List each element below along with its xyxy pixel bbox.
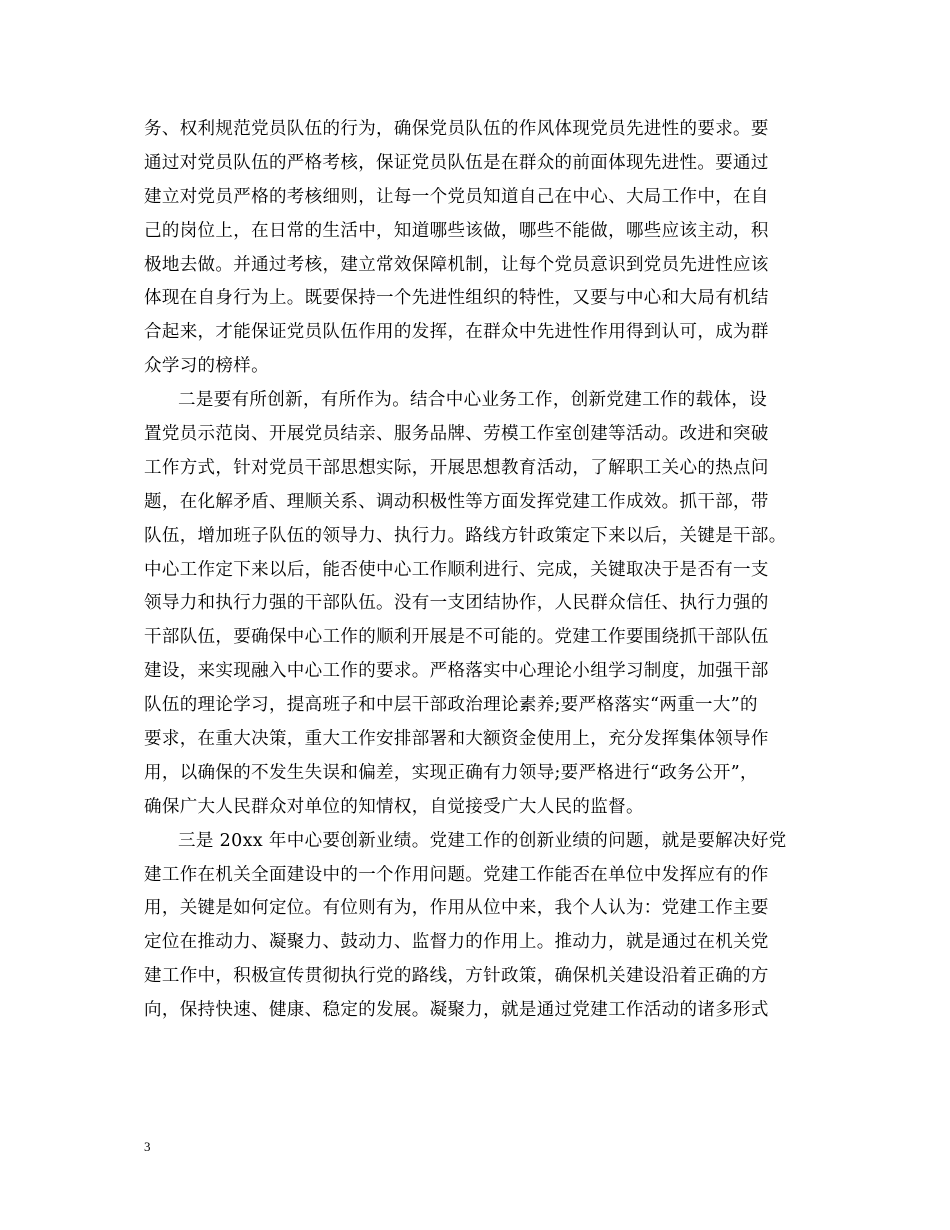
text-line: 干部队伍，要确保中心工作的顺利开展是不可能的。党建工作要围绕抓干部队伍: [144, 627, 769, 648]
text-line: 置党员示范岗、开展党员结亲、服务品牌、劳模工作室创建等活动。改进和突破: [144, 424, 769, 445]
text-line: 领导力和执行力强的干部队伍。没有一支团结协作，人民群众信任、执行力强的: [144, 593, 769, 614]
text-line: 建工作中，积极宣传贯彻执行党的路线，方针政策，确保机关建设沿着正确的方: [144, 966, 769, 987]
paragraph-start-line: 二是要有所创新，有所作为。结合中心业务工作，创新党建工作的载体，设: [178, 390, 768, 411]
text-line: 建立对党员严格的考核细则，让每一个党员知道自己在中心、大局工作中，在自: [144, 186, 769, 207]
text-line: 用，以确保的不发生失误和偏差，实现正确有力领导;要严格进行“政务公开”，: [144, 762, 758, 783]
text-line: 向，保持快速、健康、稳定的发展。凝聚力，就是通过党建工作活动的诸多形式: [144, 1000, 769, 1021]
text-line: 队伍，增加班子队伍的领导力、执行力。路线方针政策定下来以后，关键是干部。: [144, 525, 787, 546]
text-line: 务、权利规范党员队伍的行为，确保党员队伍的作风体现党员先进性的要求。要: [144, 119, 769, 139]
page-number: 3: [144, 1139, 151, 1154]
text-line: 建设，来实现融入中心工作的要求。严格落实中心理论小组学习制度，加强干部: [144, 661, 769, 682]
text-line: 众学习的榜样。: [144, 356, 269, 377]
text-line: 队伍的理论学习，提高班子和中层干部政治理论素养;要严格落实“两重一大”的: [144, 695, 758, 716]
text-line: 定位在推动力、凝聚力、鼓动力、监督力的作用上。推动力，就是通过在机关党: [144, 932, 769, 953]
text-line: 己的岗位上，在日常的生活中，知道哪些该做，哪些不能做，哪些应该主动，积: [144, 220, 769, 241]
text-line: 通过对党员队伍的严格考核，保证党员队伍是在群众的前面体现先进性。要通过: [144, 152, 769, 173]
body-text: [144, 113, 824, 1028]
text-line: 题，在化解矛盾、理顺关系、调动积极性等方面发挥党建工作成效。抓干部，带: [144, 491, 769, 512]
text-line: 体现在自身行为上。既要保持一个先进性组织的特性，又要与中心和大局有机结: [144, 288, 769, 309]
paragraph-start-line: 三是 20xx 年中心要创新业绩。党建工作的创新业绩的问题，就是要解决好党: [178, 830, 787, 851]
text-line: 建工作在机关全面建设中的一个作用问题。党建工作能否在单位中发挥应有的作: [144, 864, 769, 885]
text-line: 工作方式，针对党员干部思想实际，开展思想教育活动，了解职工关心的热点问: [144, 457, 769, 478]
text-line: 极地去做。并通过考核，建立常效保障机制，让每个党员意识到党员先进性应该: [144, 254, 769, 275]
text-line: 用，关键是如何定位。有位则有为，作用从位中来，我个人认为：党建工作主要: [144, 898, 769, 919]
text-line: 要求，在重大决策，重大工作安排部署和大额资金使用上，充分发挥集体领导作: [144, 729, 769, 750]
text-line: 中心工作定下来以后，能否使中心工作顺利进行、完成，关键取决于是否有一支: [144, 559, 769, 580]
text-line: 合起来，才能保证党员队伍作用的发挥，在群众中先进性作用得到认可，成为群: [144, 322, 769, 343]
text-line: 确保广大人民群众对单位的知情权，自觉接受广大人民的监督。: [144, 796, 644, 817]
